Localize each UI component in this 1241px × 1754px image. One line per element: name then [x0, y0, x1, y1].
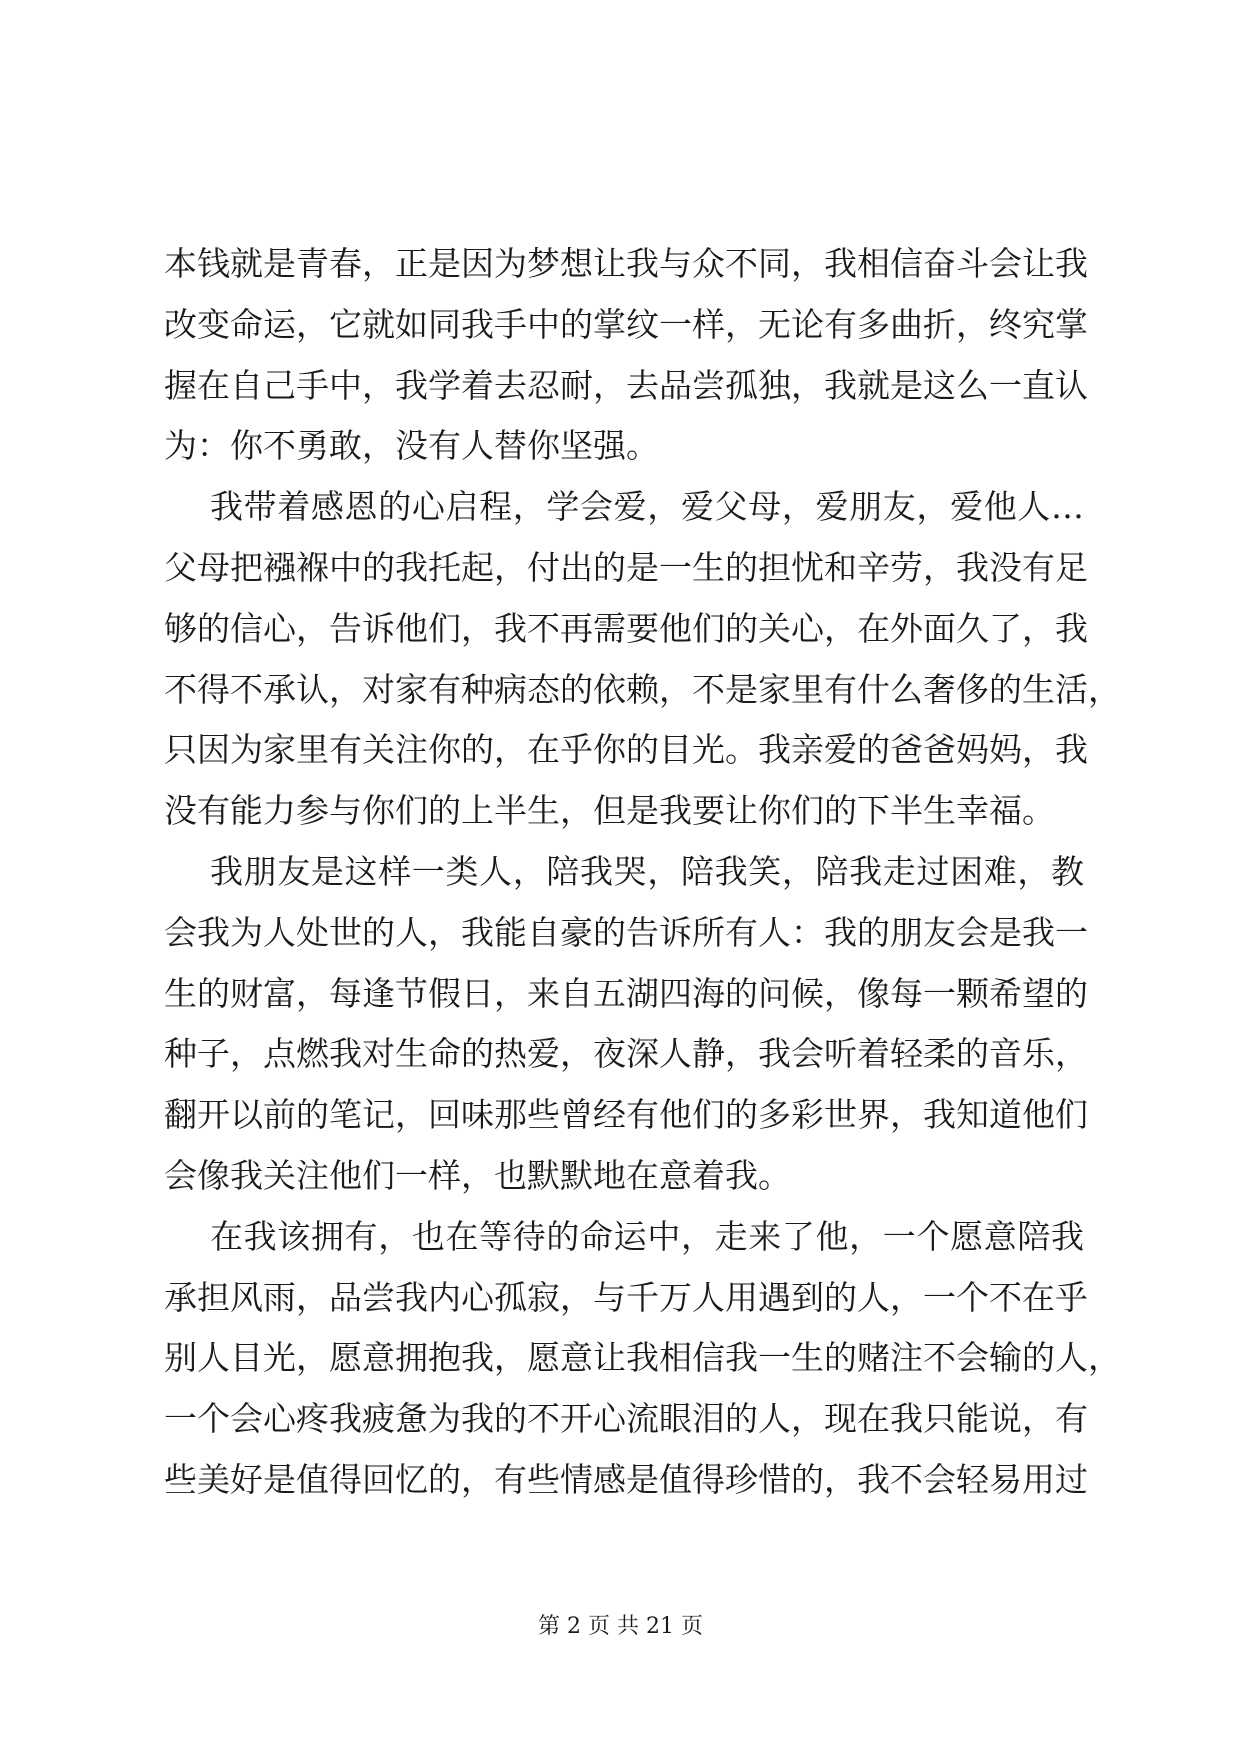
text-line: 为：你不勇敢，没有人替你坚强。 [164, 426, 659, 466]
paragraph-first-line: 我带着感恩的心启程，学会爱，爱父母，爱朋友，爱他人… [210, 487, 1084, 527]
text-line: 种子，点燃我对生命的热爱，夜深人静，我会听着轻柔的音乐， [164, 1034, 1088, 1074]
text-line: 父母把襁褓中的我托起，付出的是一生的担忧和辛劳，我没有足 [164, 547, 1088, 587]
text-line: 些美好是值得回忆的，有些情感是值得珍惜的，我不会轻易用过 [164, 1459, 1088, 1499]
text-line: 生的财富，每逢节假日，来自五湖四海的问候，像每一颗希望的 [164, 973, 1088, 1013]
text-line: 会我为人处世的人，我能自豪的告诉所有人：我的朋友会是我一 [164, 912, 1088, 952]
text-line: 没有能力参与你们的上半生，但是我要让你们的下半生幸福。 [164, 791, 1055, 831]
text-line: 够的信心，告诉他们，我不再需要他们的关心，在外面久了，我 [164, 608, 1088, 648]
body-text [164, 234, 1121, 1511]
paragraph-first-line: 我朋友是这样一类人，陪我哭，陪我笑，陪我走过困难，教 [210, 851, 1084, 891]
text-line: 握在自己手中，我学着去忍耐，去品尝孤独，我就是这么一直认 [164, 365, 1088, 405]
paragraph-first-line: 在我该拥有，也在等待的命运中，走来了他，一个愿意陪我 [210, 1216, 1084, 1256]
page-footer: 第 2 页 共 21 页 [538, 1614, 703, 1639]
text-line: 本钱就是青春，正是因为梦想让我与众不同，我相信奋斗会让我 [164, 244, 1088, 283]
text-line: 只因为家里有关注你的，在乎你的目光。我亲爱的爸爸妈妈，我 [164, 730, 1088, 770]
text-line: 改变命运，它就如同我手中的掌纹一样，无论有多曲折，终究掌 [164, 304, 1088, 344]
text-line: 不得不承认，对家有种病态的依赖，不是家里有什么奢侈的生活， [164, 669, 1121, 709]
text-line: 翻开以前的笔记，回味那些曾经有他们的多彩世界，我知道他们 [164, 1095, 1088, 1135]
text-line: 承担风雨，品尝我内心孤寂，与千万人用遇到的人，一个不在乎 [164, 1277, 1088, 1317]
text-line: 一个会心疼我疲惫为我的不开心流眼泪的人，现在我只能说，有 [164, 1399, 1088, 1439]
text-line: 别人目光，愿意拥抱我，愿意让我相信我一生的赌注不会输的人， [164, 1338, 1121, 1378]
text-line: 会像我关注他们一样，也默默地在意着我。 [164, 1155, 791, 1195]
